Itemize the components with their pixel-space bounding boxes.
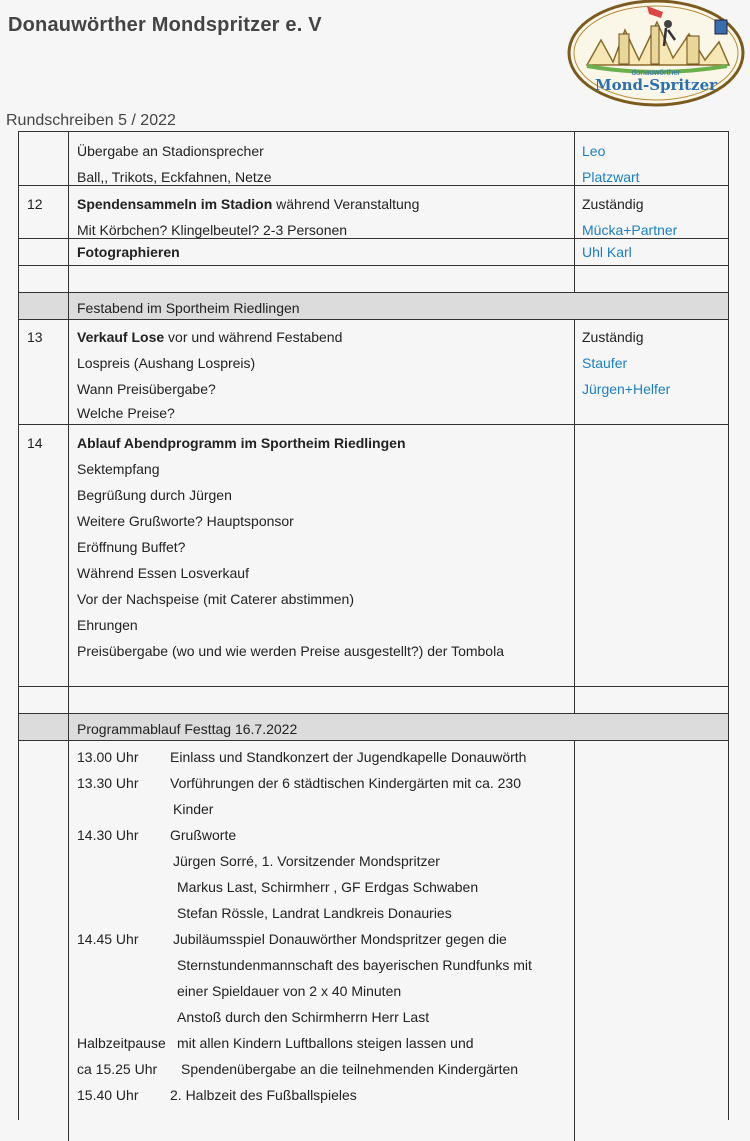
table-row bbox=[19, 132, 728, 186]
row-text: Vor der Nachspeise (mit Caterer abstimmen) bbox=[77, 591, 354, 607]
program-text: einer Spieldauer von 2 x 40 Minuten bbox=[177, 983, 402, 999]
logo-line1: donauwörther bbox=[631, 68, 681, 77]
table-row-empty bbox=[19, 266, 728, 293]
table-row bbox=[19, 239, 728, 266]
program-text: 2. Halbzeit des Fußballspieles bbox=[170, 1087, 357, 1103]
logo-line2: Mond-Spritzer bbox=[594, 76, 718, 94]
row-text: Ball,, Trikots, Eckfahnen, Netze bbox=[77, 169, 272, 185]
section-header bbox=[19, 293, 728, 320]
row-text bbox=[77, 191, 419, 217]
row-title: Spendensammeln im Stadion bbox=[77, 196, 273, 212]
row-text: Lospreis (Aushang Lospreis) bbox=[77, 355, 256, 371]
responsible-label: Zuständig bbox=[582, 329, 644, 345]
row-text: Begrüßung durch Jürgen bbox=[77, 487, 232, 503]
program-text: Einlass und Standkonzert der Jugendkapelle Donauwörth bbox=[170, 749, 527, 765]
circular-number: Rundschreiben 5 / 2022 bbox=[6, 112, 176, 129]
row-text: Während Essen Losverkauf bbox=[77, 565, 249, 581]
section-header bbox=[19, 714, 728, 741]
program-text: Vorführungen der 6 städtischen Kindergärten mit ca. 230 bbox=[170, 775, 521, 791]
program-text: Grußworte bbox=[170, 827, 237, 843]
section-title: Programmablauf Festtag 16.7.2022 bbox=[77, 721, 298, 737]
programm-block bbox=[19, 741, 728, 1141]
club-logo bbox=[567, 0, 745, 110]
program-text: Spendenübergabe an die teilnehmenden Kindergärten bbox=[181, 1061, 519, 1077]
table-row-empty bbox=[19, 687, 728, 714]
program-text: Stefan Rössle, Landrat Landkreis Donauries bbox=[177, 905, 452, 921]
table-row bbox=[19, 320, 728, 425]
item-number: 12 bbox=[27, 196, 43, 212]
program-text: Jubiläumsspiel Donauwörther Mondspritzer gegen die bbox=[173, 931, 507, 947]
row-text: Welche Preise? bbox=[77, 405, 175, 421]
row-text bbox=[77, 324, 342, 350]
item-number: 13 bbox=[27, 329, 43, 345]
responsible: Mücka+Partner bbox=[582, 222, 678, 238]
row-text: Weitere Grußworte? Hauptsponsor bbox=[77, 513, 294, 529]
section-title: Festabend im Sportheim Riedlingen bbox=[77, 300, 300, 316]
row-text: Wann Preisübergabe? bbox=[77, 381, 216, 397]
program-text: Kinder bbox=[173, 801, 214, 817]
row-text: Übergabe an Stadionsprecher bbox=[77, 143, 264, 159]
program-time: 13.30 Uhr bbox=[77, 775, 139, 791]
responsible: Staufer bbox=[582, 355, 628, 371]
table-row bbox=[19, 425, 728, 687]
program-time: 14.45 Uhr bbox=[77, 931, 139, 947]
program-time: 14.30 Uhr bbox=[77, 827, 139, 843]
program-time: 13.00 Uhr bbox=[77, 749, 139, 765]
org-title: Donauwörther Mondspritzer e. V bbox=[8, 14, 322, 36]
row-text: Ehrungen bbox=[77, 617, 138, 633]
responsible: Platzwart bbox=[582, 169, 640, 185]
table-row bbox=[19, 186, 728, 239]
program-text: Anstoß durch den Schirmherrn Herr Last bbox=[177, 1009, 430, 1025]
row-title: Verkauf Lose bbox=[77, 329, 165, 345]
row-title-rest: vor und während Festabend bbox=[164, 329, 343, 345]
responsible: Jürgen+Helfer bbox=[582, 381, 671, 397]
agenda-table bbox=[18, 131, 729, 1120]
program-text: Sternstundenmannschaft des bayerischen Rundfunks mit bbox=[177, 957, 532, 973]
program-text: Markus Last, Schirmherr , GF Erdgas Schwaben bbox=[177, 879, 479, 895]
row-text: Preisübergabe (wo und wie werden Preise ausgestellt?) der Tombola bbox=[77, 643, 504, 659]
item-number: 14 bbox=[27, 435, 43, 451]
row-text: Eröffnung Buffet? bbox=[77, 539, 186, 555]
row-text: Sektempfang bbox=[77, 461, 160, 477]
responsible: Leo bbox=[582, 143, 606, 159]
row-text: Fotographieren bbox=[77, 244, 180, 260]
program-time: ca 15.25 Uhr bbox=[77, 1061, 158, 1077]
responsible-label: Zuständig bbox=[582, 196, 644, 212]
program-time: Halbzeitpause bbox=[77, 1035, 166, 1051]
program-text: Jürgen Sorré, 1. Vorsitzender Mondspritzer bbox=[173, 853, 440, 869]
row-title: Ablauf Abendprogramm im Sportheim Riedlingen bbox=[77, 435, 406, 451]
program-time: 15.40 Uhr bbox=[77, 1087, 139, 1103]
row-text: Mit Körbchen? Klingelbeutel? 2-3 Personen bbox=[77, 222, 348, 238]
responsible: Uhl Karl bbox=[582, 244, 632, 260]
program-text: mit allen Kindern Luftballons steigen lassen und bbox=[177, 1035, 474, 1051]
row-title-rest: während Veranstaltung bbox=[272, 196, 420, 212]
